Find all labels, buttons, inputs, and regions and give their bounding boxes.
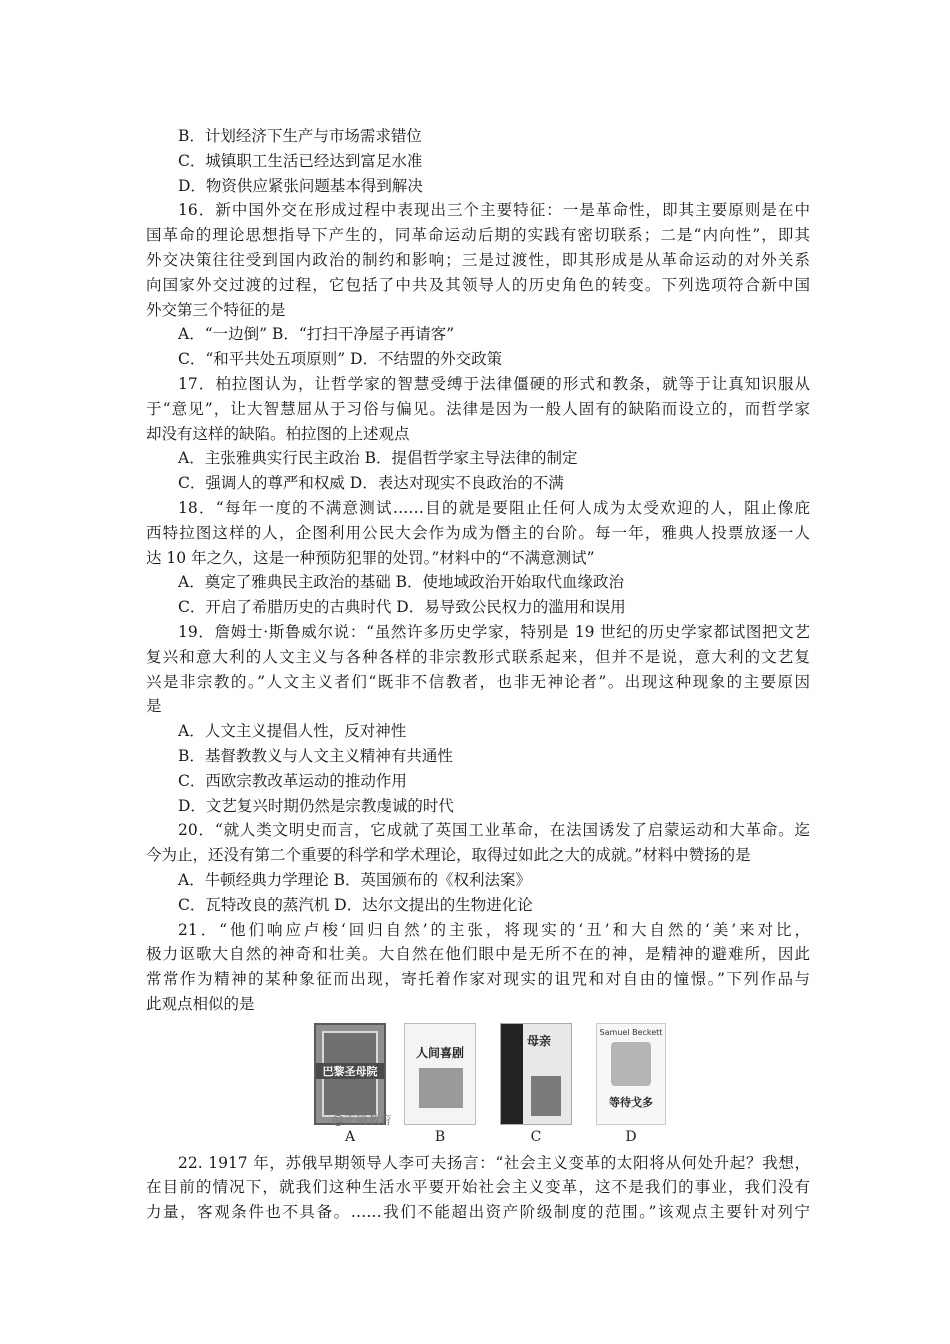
book-title: 巴黎圣母院 <box>316 1063 384 1079</box>
question-21-line: 此观点相似的是 <box>146 994 255 1013</box>
question-20-line: 今为止，还没有第二个重要的科学和学术理论，取得过如此之大的成就。”材料中赞扬的是 <box>146 846 751 865</box>
question-16-line: 向国家外交过渡的过程，它包括了中共及其领导人的历史角色的转变。下列选项符合新中国 <box>146 275 810 294</box>
figure-label-d: D <box>625 1128 637 1145</box>
question-21-line: 极力讴歌大自然的神奇和壮美。大自然在他们眼中是无所不在的神，是精神的避难所，因此 <box>146 945 810 964</box>
book-title: 人间喜剧 <box>415 1045 464 1060</box>
question-22-line: 力量，客观条件也不具备。……我们不能超出资产阶级制度的范围。”该观点主要针对列宁 <box>146 1203 810 1222</box>
question-16-line: 国革命的理论思想指导下产生的，同革命运动后期的实践有密切联系；二是“内向性”，即其 <box>146 226 810 245</box>
question-17-line: 17．柏拉图认为，让哲学家的智慧受缚于法律僵硬的形式和教条，就等于让真知识服从 <box>178 374 810 393</box>
book-cover-c <box>500 1023 572 1125</box>
book-cover-d <box>596 1023 666 1125</box>
question-19-line: 是 <box>146 697 162 716</box>
question-17-line: 却没有这样的缺陷。柏拉图的上述观点 <box>146 424 410 443</box>
question-19-line: 复兴和意大利的人文主义与各种各样的非宗教形式联系起来，但并不是说，意大利的文艺复 <box>146 647 810 666</box>
option-line: C．强调人的尊严和权威 D．表达对现实不良政治的不满 <box>178 474 564 493</box>
option-line: A．人文主义提倡人性，反对神性 <box>178 722 407 741</box>
cover-illustration <box>611 1042 651 1086</box>
question-19-line: 兴是非宗教的。”人文主义者们“既非不信教者，也非无神论者”。出现这种现象的主要原因 <box>146 672 810 691</box>
question-16-line: 外交决策往往受到国内政治的制约和影响；三是过渡性，即其形成是从革命运动的对外关系 <box>146 250 810 269</box>
question-21-line: 21．“他们响应卢梭‘回归自然’的主张，将现实的‘丑’和大自然的‘美’来对比， <box>178 920 810 939</box>
option-line: C．城镇职工生活已经达到富足水准 <box>178 151 423 170</box>
question-22-line: 在目前的情况下，就我们这种生活水平要开始社会主义变革，这不是我们的事业，我们没有 <box>146 1178 810 1197</box>
question-20-line: 20．“就人类文明史而言，它成就了英国工业革命，在法国诱发了启蒙运动和大革命。迄 <box>178 821 810 840</box>
book-title: 等待戈多 <box>609 1095 653 1109</box>
option-line: B．计划经济下生产与市场需求错位 <box>178 127 422 145</box>
option-line: C．瓦特改良的蒸汽机 D．达尔文提出的生物进化论 <box>178 895 533 914</box>
book-title: 母亲 <box>527 1033 552 1048</box>
option-line: D．文艺复兴时期仍然是宗教虔诚的时代 <box>178 796 454 815</box>
book-cover-a <box>314 1023 386 1125</box>
cover-band <box>501 1024 523 1124</box>
option-line: C．开启了希腊历史的古典时代 D．易导致公民权力的滥用和误用 <box>178 598 626 617</box>
cover-illustration <box>419 1068 463 1108</box>
figure-label-b: B <box>434 1128 446 1145</box>
book-covers-figure <box>146 1023 810 1151</box>
figure-label-a: A <box>344 1128 356 1145</box>
figure-label-c: C <box>530 1128 542 1145</box>
option-line: A．牛顿经典力学理论 B．英国颁布的《权利法案》 <box>178 870 532 889</box>
option-line: B．基督教教义与人文主义精神有共通性 <box>178 746 453 765</box>
book-cover-b <box>404 1023 476 1125</box>
option-line: A．奠定了雅典民主政治的基础 B．使地域政治开始取代血缘政治 <box>178 573 625 592</box>
question-16-line: 16．新中国外交在形成过程中表现出三个主要特征：一是革命性，即其主要原则是在中 <box>178 201 810 220</box>
cover-illustration <box>531 1076 561 1116</box>
book-author: Samuel Beckett <box>599 1027 663 1037</box>
question-18-line: 西特拉图这样的人，企图利用公民大会作为成为僭主的台阶。每一年，雅典人投票放逐一人 <box>146 523 810 542</box>
question-16-line: 外交第三个特征的是 <box>146 300 286 319</box>
question-content <box>146 124 810 1225</box>
option-line: C．西欧宗教改革运动的推动作用 <box>178 771 407 790</box>
option-line: D．物资供应紧张问题基本得到解决 <box>178 176 423 195</box>
question-17-line: 于“意见”，让大智慧屈从于习俗与偏见。法律是因为一般人固有的缺陷而设立的，而哲学家 <box>146 399 810 418</box>
question-22-line: 22. 1917 年，苏俄早期领导人李可夫扬言：“社会主义变革的太阳将从何处升起？我想， <box>178 1153 810 1172</box>
option-line: C．“和平共处五项原则” D．不结盟的外交政策 <box>178 350 503 369</box>
watermark: @正确教育 <box>332 1112 393 1127</box>
question-18-line: 达 10 年之久，这是一种预防犯罪的处罚。”材料中的“不满意测试” <box>146 548 595 567</box>
option-line: A．“一边倒” B．“打扫干净屋子再请客” <box>178 325 455 344</box>
question-18-line: 18．“每年一度的不满意测试……目的就是要阻止任何人成为太受欢迎的人，阻止像庇 <box>178 498 810 517</box>
question-19-line: 19．詹姆士·斯鲁威尔说：“虽然许多历史学家，特别是 19 世纪的历史学家都试图把文艺 <box>178 622 810 641</box>
question-21-line: 常常作为精神的某种象征而出现，寄托着作家对现实的诅咒和对自由的憧憬。”下列作品与 <box>146 970 810 989</box>
option-line: A．主张雅典实行民主政治 B．提倡哲学家主导法律的制定 <box>178 449 578 468</box>
